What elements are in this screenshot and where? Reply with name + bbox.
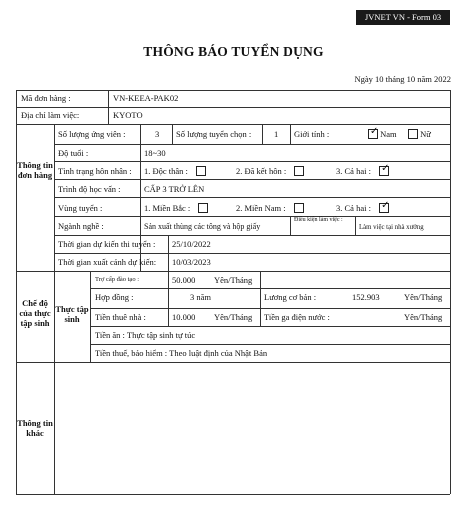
gender-label: Giới tính :	[294, 129, 330, 139]
marital-married-label: 2. Đã kết hôn :	[236, 166, 287, 176]
region-south-option[interactable]	[236, 203, 304, 214]
tax-insurance-note: Tiền thuế, bảo hiểm : Theo luật định của Nhật Bản	[95, 348, 268, 358]
contract-label: Hợp đồng :	[95, 292, 134, 302]
age-value: 18~30	[144, 148, 166, 158]
gender-male-label: Nam	[380, 129, 397, 139]
document-date: Ngày 10 tháng 10 năm 2022	[354, 74, 451, 84]
page-title: THÔNG BÁO TUYỂN DỤNG	[143, 44, 324, 59]
work-condition-value: Làm việc tại nhà xưởng	[359, 224, 424, 231]
work-address-value: KYOTO	[113, 110, 143, 120]
rent-label: Tiền thuê nhà :	[95, 312, 146, 322]
region-north-option[interactable]	[144, 203, 208, 214]
region-south-label: 2. Miền Nam :	[236, 203, 286, 213]
checkbox-icon[interactable]	[294, 203, 304, 213]
allowance-unit: Yên/Tháng	[214, 275, 253, 285]
marital-married-option[interactable]	[236, 166, 304, 177]
checkbox-icon[interactable]	[408, 129, 418, 139]
exam-date-value: 25/10/2022	[172, 239, 211, 249]
checkmark-icon: ✓	[381, 200, 390, 212]
salary-value: 152.903	[352, 292, 380, 302]
order-info-section-title: Thông tin đơn hàng	[17, 160, 53, 180]
checkbox-icon[interactable]	[198, 203, 208, 213]
job-value: Sản xuất thùng các tông và hộp giấy	[144, 222, 261, 231]
utilities-label: Tiền ga điện nước :	[264, 312, 330, 322]
utilities-unit: Yên/Tháng	[404, 312, 443, 322]
checkbox-icon[interactable]	[196, 166, 206, 176]
education-value: CẤP 3 TRỞ LÊN	[144, 184, 205, 194]
work-address-label: Địa chỉ làm việc:	[21, 110, 80, 120]
other-info-area	[55, 363, 449, 493]
checkmark-icon: ✓	[370, 126, 379, 138]
applicants-value: 3	[155, 129, 160, 139]
salary-label: Lương cơ bản :	[264, 292, 317, 302]
checkbox-icon[interactable]	[294, 166, 304, 176]
allowance-value: 50.000	[172, 275, 196, 285]
salary-unit: Yên/Tháng	[404, 292, 443, 302]
gender-female-label: Nữ	[420, 129, 431, 139]
checkbox-icon[interactable]	[379, 163, 390, 176]
checkbox-icon[interactable]	[379, 200, 390, 213]
marital-both-label: 3. Cả hai :	[336, 166, 371, 176]
trainee-subsection-title: Thực tập sinh	[55, 304, 89, 324]
checkbox-icon[interactable]	[368, 126, 379, 139]
benefits-section-title: Chế độ của thực tập sinh	[19, 298, 51, 328]
gender-female-option[interactable]	[408, 129, 431, 140]
exam-date-label: Thời gian dự kiến thi tuyển :	[58, 239, 156, 249]
work-condition-label: Điều kiện làm việc :	[294, 217, 343, 223]
job-label: Ngành nghề :	[58, 221, 104, 231]
departure-date-label: Thời gian xuất cảnh dự kiến:	[58, 257, 157, 267]
form-tag: JVNET VN - Form 03	[356, 10, 450, 25]
region-north-label: 1. Miền Bắc :	[144, 203, 191, 213]
region-both-label: 3. Cả hai :	[336, 203, 371, 213]
rent-value: 10.000	[172, 312, 196, 322]
rent-unit: Yên/Tháng	[214, 312, 253, 322]
order-code-value: VN-KEEA-PAK02	[113, 93, 179, 103]
departure-date-value: 10/03/2023	[172, 257, 211, 267]
marital-both-option[interactable]	[336, 163, 390, 177]
applicants-label: Số lượng ứng viên :	[58, 129, 126, 139]
hires-label: Số lượng tuyển chọn :	[176, 129, 252, 139]
marital-single-label: 1. Độc thân :	[144, 166, 188, 176]
meals-note: Tiền ăn : Thực tập sinh tự túc	[95, 330, 196, 340]
order-code-label: Mã đơn hàng :	[21, 93, 71, 103]
contract-value: 3 năm	[190, 292, 212, 302]
checkmark-icon: ✓	[381, 163, 390, 175]
marital-single-option[interactable]	[144, 166, 206, 177]
allowance-label: Trợ cấp đào tạo :	[95, 276, 139, 283]
region-both-option[interactable]	[336, 200, 390, 214]
region-label: Vùng tuyển :	[58, 203, 103, 213]
marital-label: Tình trạng hôn nhân :	[58, 166, 132, 176]
hires-value: 1	[274, 129, 279, 139]
other-info-section-title: Thông tin khác	[17, 418, 53, 438]
gender-male-option[interactable]	[368, 126, 397, 140]
age-label: Độ tuổi :	[58, 148, 89, 158]
education-label: Trình độ học vấn :	[58, 184, 121, 194]
